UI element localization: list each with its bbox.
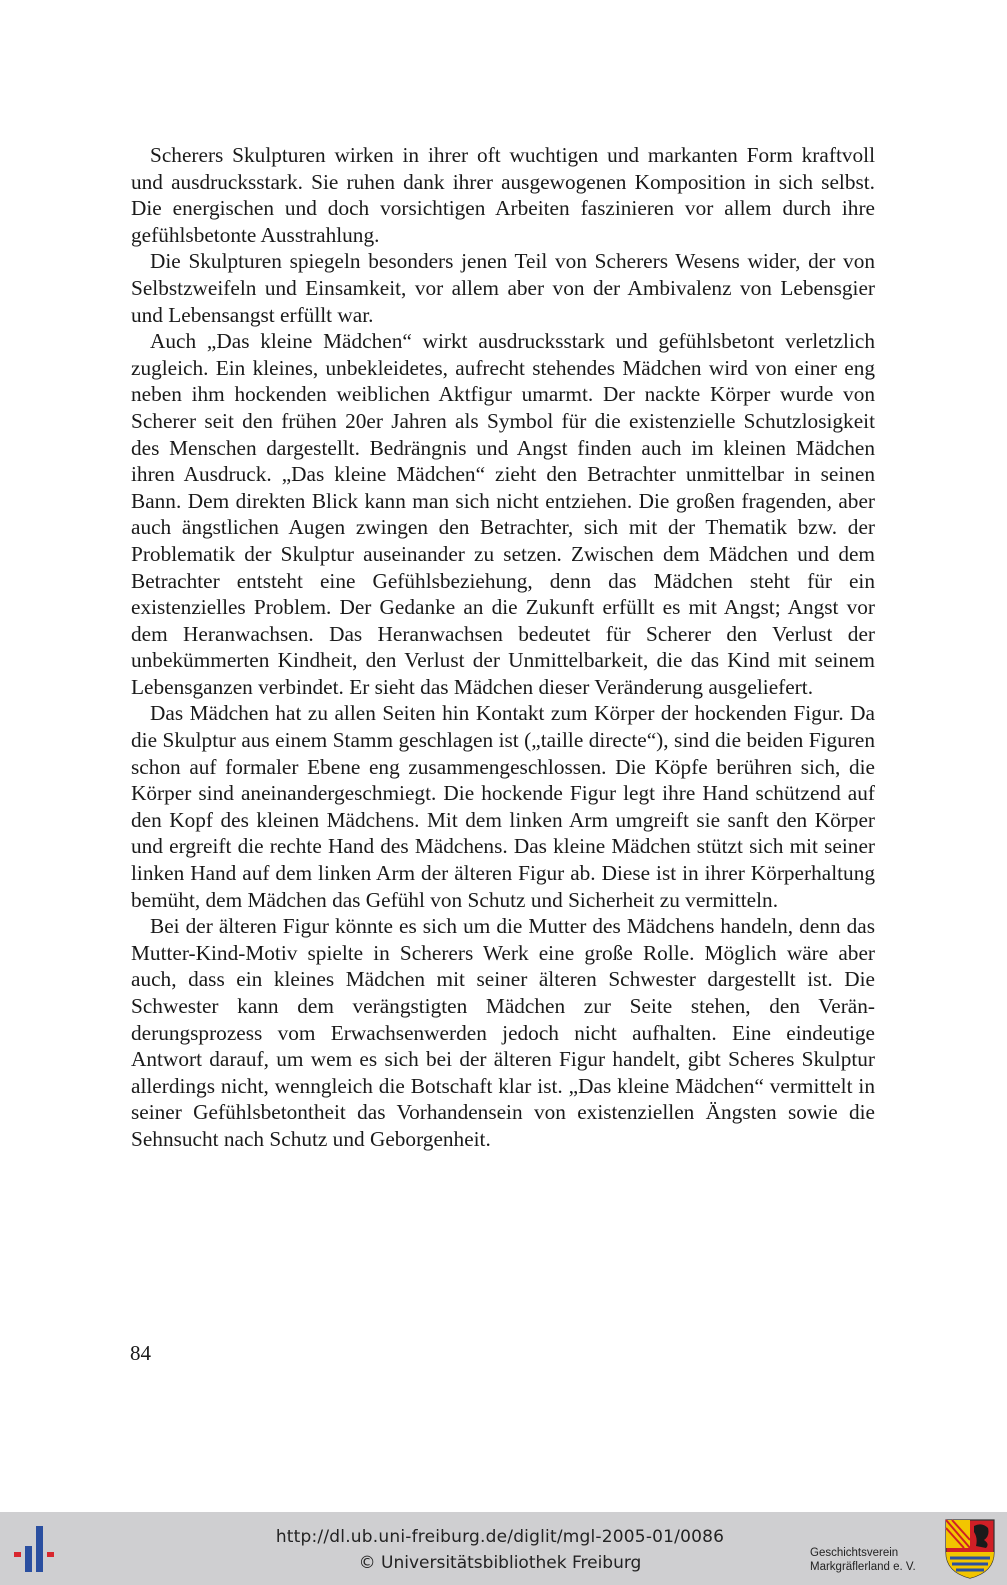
society-line-2: Markgräflerland e. V. xyxy=(810,1561,916,1573)
footer-bar xyxy=(0,1512,1007,1585)
footer-info xyxy=(200,1524,800,1576)
coat-of-arms-icon xyxy=(944,1518,996,1580)
paragraph-1: Scherers Skulpturen wirken in ihrer oft wuchtigen und markanten Form kraftvoll und ausdrucksstark. Sie ruhen dank ihrer ausgewogenen Komposition in sich selbst. Die energischen und doch vorsichtigen Arbeiten faszinieren vor allem durch ihre gefühlsbetonte Ausstrahlung. xyxy=(131,143,875,247)
society-name xyxy=(810,1546,916,1574)
paragraph-2: Die Skulpturen spiegeln besonders jenen Teil von Scherers Wesens wider, der von Selbstzweifeln und Einsamkeit, vor allem aber von der Ambivalenz von Lebensgier und Lebensangst erfüllt war. xyxy=(131,249,875,327)
footer-copyright: © Universitätsbibliothek Freiburg xyxy=(358,1553,642,1573)
society-line-1: Geschichtsverein xyxy=(810,1547,899,1559)
ub-freiburg-logo-icon xyxy=(14,1526,64,1572)
paragraph-3: Auch „Das kleine Mädchen“ wirkt ausdrucksstark und gefühlsbetont verletzlich zugleich. Ein kleines, unbekleidetes, aufrecht stehendes Mädchen wird von einer eng neben ihm hockenden weiblichen Aktfigur umarmt. Der nackte Körper wurde von Scherer seit den frühen 20er Jahren als Symbol für die existenzielle Schutzlosigkeit des Menschen dargestellt. Bedrängnis und Angst finden auch im kleinen Mädchen ihren Ausdruck. „Das kleine Mädchen“ zieht den Betrachter unmittelbar in seinen Bann. Dem direkten Blick kann man sich nicht entziehen. Die großen fragenden, aber auch ängstlichen Augen zwingen den Betrachter, sich mit der Thematik bzw. der Problematik der Skulptur auseinander zu setzen. Zwischen dem Mädchen und dem Betrachter entsteht eine Gefühlsbeziehung, denn das Mädchen steht für ein existenzielles Problem. Der Gedanke an die Zukunft erfüllt es mit Angst; Angst vor dem Heranwachsen. Das Heranwachsen bedeutet für Scherer den Verlust der unbekümmerten Kindheit, den Verlust der Unmittelbarkeit, die das Kind mit seinem Lebensganzen verbindet. Er sieht das Mädchen dieser Veränderung ausgeliefert. xyxy=(131,329,875,699)
page-number: 84 xyxy=(130,1341,151,1365)
paragraph-5: Bei der älteren Figur könnte es sich um die Mutter des Mädchens handeln, denn das Mutter-Kind-Motiv spielte in Scherers Werk eine große Rolle. Möglich wäre aber auch, dass ein kleines Mädchen mit seiner älteren Schwester dargestellt ist. Die Schwester kann dem verängstigten Mädchen zur Seite stehen, den Veränderungsprozess vom Erwachsenwerden jedoch nicht aufhalten. Eine eindeutige Antwort darauf, um wem es sich bei der älteren Figur handelt, gibt Scheres Skulptur allerdings nicht, wenngleich die Botschaft klar ist. „Das kleine Mädchen“ vermittelt in seiner Gefühlsbetontheit das Vorhandensein von existenziellen Ängsten sowie die Sehnsucht nach Schutz und Geborgenheit. xyxy=(131,914,875,1151)
body-text xyxy=(131,142,875,1153)
footer-url-link[interactable]: http://dl.ub.uni-freiburg.de/diglit/mgl-2005-01/0086 xyxy=(275,1527,725,1547)
paragraph-4: Das Mädchen hat zu allen Seiten hin Kontakt zum Körper der hockenden Figur. Da die Skulptur aus einem Stamm geschlagen ist („taille directe“), sind die beiden Figuren schon auf formaler Ebene eng zusammengeschlossen. Die Köpfe berühren sich, die Körper sind aneinandergeschmiegt. Die hockende Figur legt ihre Hand schützend auf den Kopf des kleinen Mädchens. Mit dem linken Arm umgreift sie sanft den Körper und ergreift die rechte Hand des Mädchens. Das kleine Mädchen stützt sich mit seiner linken Hand auf dem linken Arm der älteren Figur ab. Diese ist in ihrer Körperhaltung bemüht, dem Mädchen das Gefühl von Schutz und Sicherheit zu vermitteln. xyxy=(131,701,875,912)
